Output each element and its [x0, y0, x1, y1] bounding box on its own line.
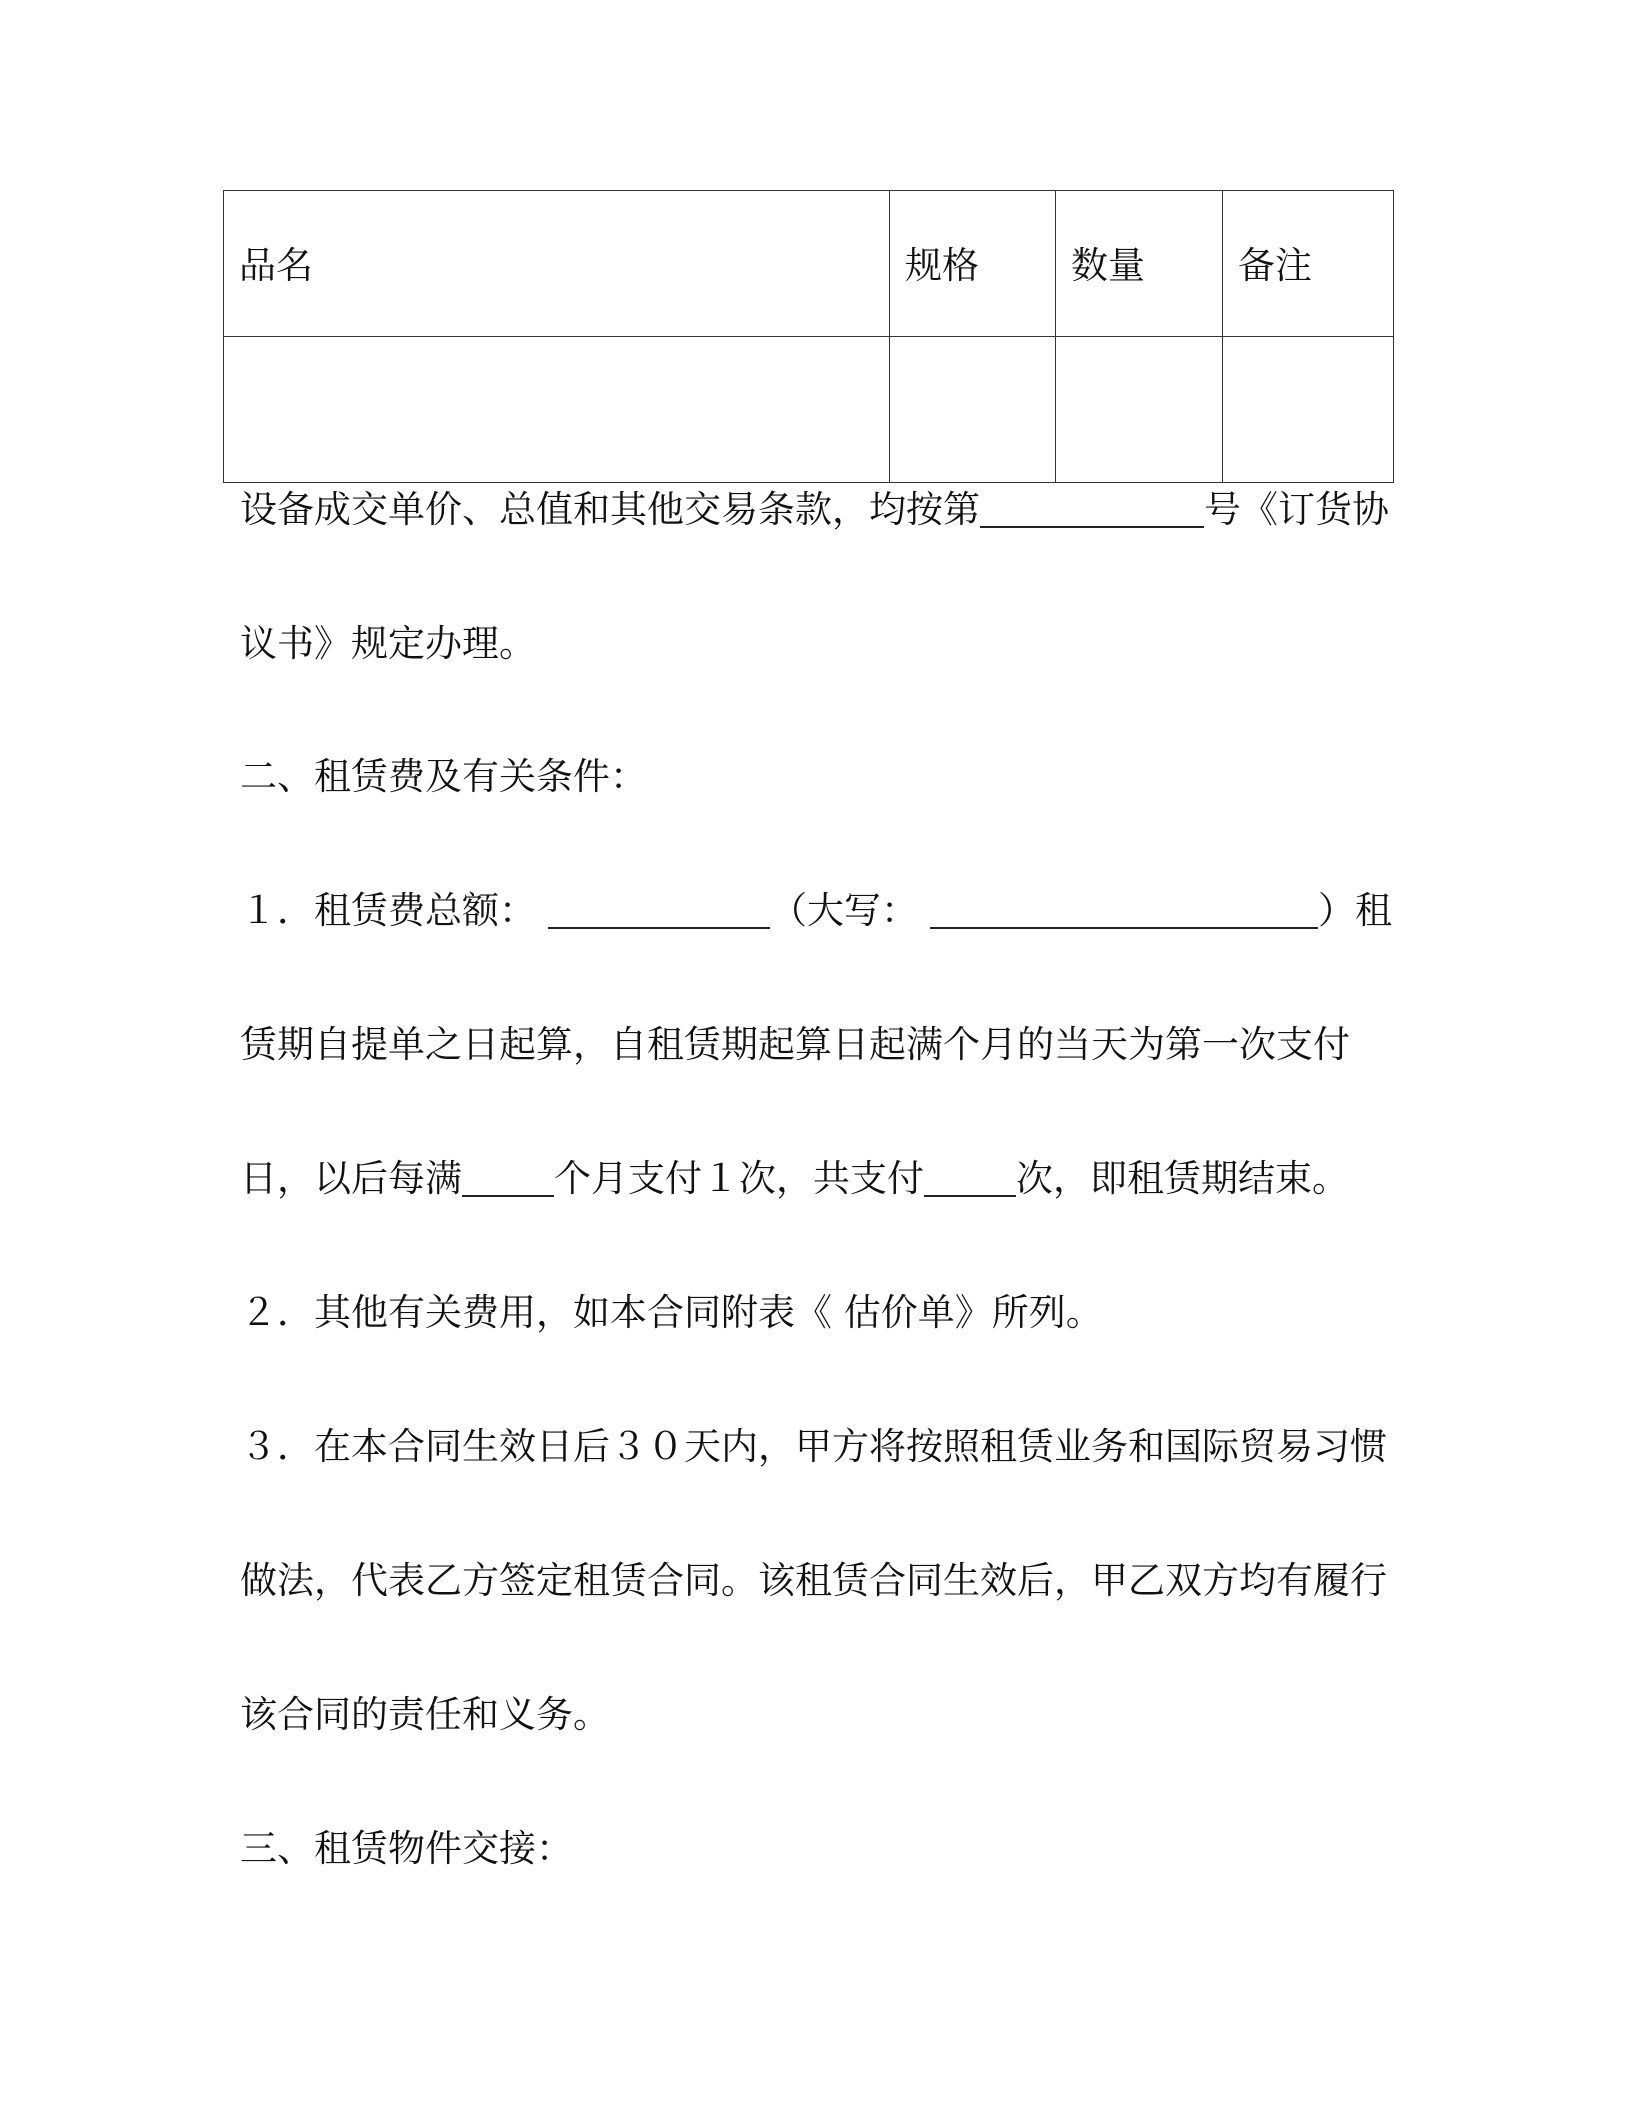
text-segment: 号《订货协 — [1204, 488, 1389, 531]
text-line-7: ２．其他有关费用，如本合同附表《 估价单》所列。 — [240, 1291, 1103, 1334]
text-line-1 — [240, 486, 1389, 534]
text-segment: 次，即租赁期结束。 — [1016, 1157, 1349, 1200]
text-line-9: 做法，代表乙方签定租赁合同。该租赁合同生效后，甲乙双方均有履行 — [240, 1559, 1387, 1602]
cell-spec — [890, 337, 1056, 483]
blank-times — [924, 1155, 1016, 1197]
text-line-8: ３．在本合同生效日后３０天内，甲方将按照租赁业务和国际贸易习惯 — [240, 1425, 1387, 1468]
cell-quantity — [1056, 337, 1223, 483]
text-segment: （大写： — [770, 889, 918, 932]
table-header-row — [224, 191, 1394, 337]
header-remarks: 备注 — [1223, 191, 1394, 337]
text-segment: 设备成交单价、总值和其他交易条款，均按第 — [240, 488, 980, 531]
blank-agreement-number — [980, 486, 1204, 528]
cell-product-name — [224, 337, 890, 483]
blank-amount-in-words — [930, 887, 1318, 929]
text-line-2: 议书》规定办理。 — [240, 622, 536, 665]
text-segment: 日，以后每满 — [240, 1157, 462, 1200]
section-heading-rental-fee: 二、租赁费及有关条件： — [240, 755, 647, 798]
text-line-4 — [240, 887, 1392, 935]
header-quantity: 数量 — [1056, 191, 1223, 337]
section-heading-handover: 三、租赁物件交接： — [240, 1827, 573, 1870]
text-segment: １．租赁费总额： — [240, 889, 536, 932]
blank-months — [462, 1155, 554, 1197]
text-segment: 个月支付１次，共支付 — [554, 1157, 924, 1200]
blank-total-amount — [548, 887, 770, 929]
table-row — [224, 337, 1394, 483]
header-spec: 规格 — [890, 191, 1056, 337]
text-line-6 — [240, 1155, 1349, 1203]
cell-remarks — [1223, 337, 1394, 483]
text-line-5: 赁期自提单之日起算，自租赁期起算日起满个月的当天为第一次支付 — [240, 1023, 1350, 1066]
goods-table — [223, 190, 1394, 483]
header-product-name: 品名 — [224, 191, 890, 337]
text-line-10: 该合同的责任和义务。 — [240, 1693, 610, 1736]
text-segment: ）租 — [1318, 889, 1392, 932]
